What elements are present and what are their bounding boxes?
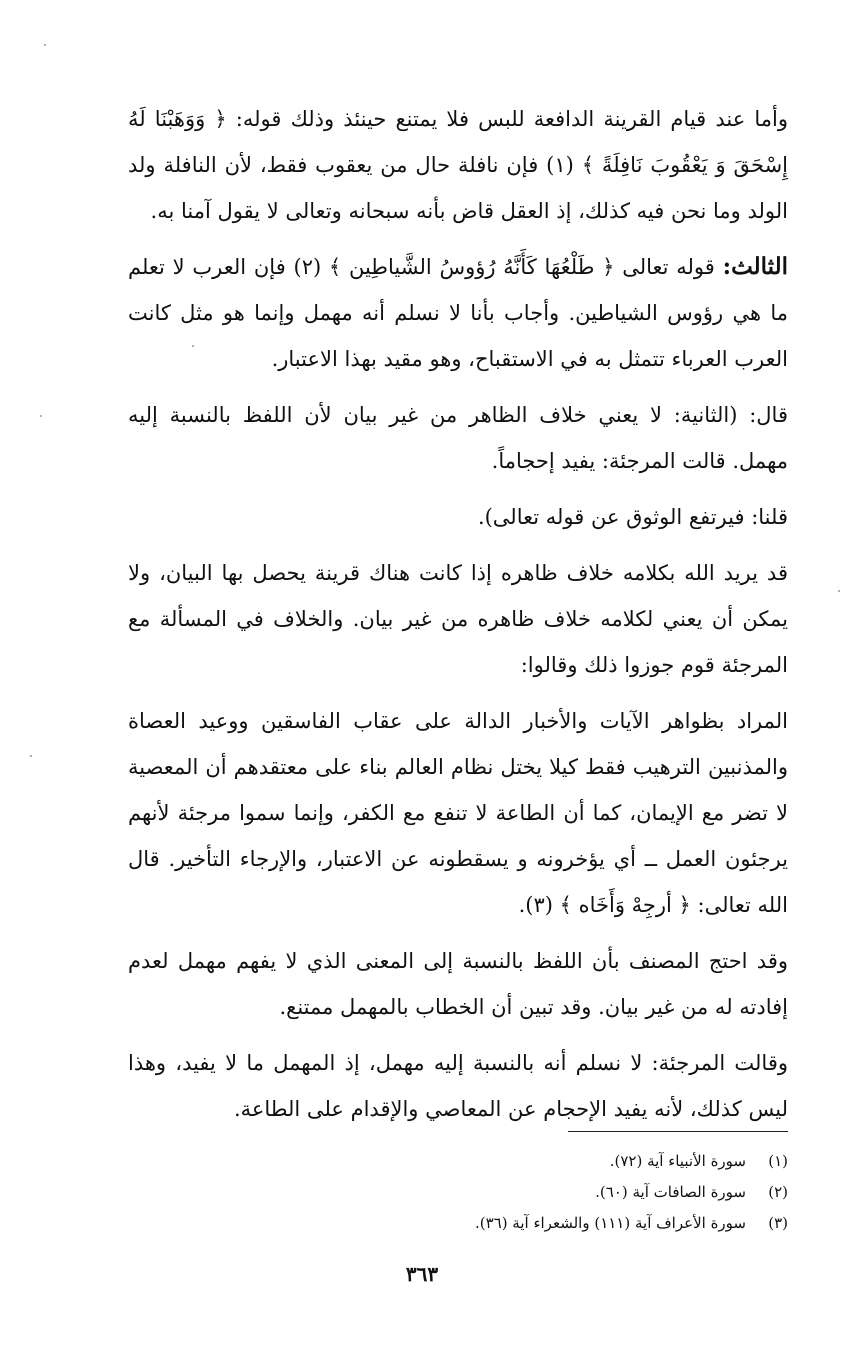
paragraph-5 (128, 550, 788, 688)
footnote-text: سورة الأنبياء آية (٧٢). (609, 1152, 746, 1170)
paragraph-8 (128, 1040, 788, 1132)
paragraph-text: قوله تعالى ﴿ طَلْعُهَا كَأَنَّهُ رُؤوسُ الشَّياطِين ﴾ (٢) فإن العرب لا تعلم ما هي رؤوس الشياطين. وأجاب بأنا لا نسلم أنه مهمل وإنما هو مثل كانت العرب العرباء تتمثل به في الاستقباح، وهو مقيد بهذا الاعتبار. (128, 255, 788, 371)
paragraph-1 (128, 96, 788, 234)
paragraph-text: المراد بظواهر الآيات والأخبار الدالة على عقاب الفاسقين ووعيد العصاة والمذنبين الترهيب فقط كيلا يختل نظام العالم بناء على معتقدهم أن المعصية لا تضر مع الإيمان، كما أن الطاعة لا تنفع مع الكفر، وإنما سموا مرجئة لأنهم يرجئون العمل ــ أي يؤخرونه و يسقطونه عن الاعتبار، والإرجاء التأخير. قال الله تعالى: ﴿ أرجِهْ وَأَخَاه ﴾ (٣). (128, 709, 788, 917)
footnote-number: (٢) (768, 1183, 788, 1201)
scan-speck (838, 590, 840, 592)
paragraph-2 (128, 244, 788, 382)
page-number: ٣٦٣ (405, 1262, 439, 1286)
paragraph-text: قال: (الثانية: لا يعني خلاف الظاهر من غير بيان لأن اللفظ بالنسبة إليه مهمل. قالت المرجئة: يفيد إحجاماً. (128, 403, 788, 473)
paragraph-lead: الثالث: (722, 253, 789, 280)
footnote-3 (128, 1208, 788, 1239)
footnote-1 (128, 1146, 788, 1177)
scan-speck (40, 415, 42, 417)
paragraph-text: قد يريد الله بكلامه خلاف ظاهره إذا كانت هناك قرينة يحصل بها البيان، ولا يمكن أن يعني لكلامه خلاف ظاهره من غير بيان. والخلاف في المسألة مع المرجئة قوم جوزوا ذلك وقالوا: (128, 561, 788, 677)
paragraph-text: قلنا: فيرتفع الوثوق عن قوله تعالى). (477, 505, 788, 529)
scan-speck (44, 44, 46, 46)
footnote-2 (128, 1177, 788, 1208)
paragraph-3 (128, 392, 788, 484)
paragraph-text: وأما عند قيام القرينة الدافعة للبس فلا يمتنع حينئذ وذلك قوله: ﴿ وَوَهَبْنَا لَهُ إِسْحَقَ وَ يَعْقُوبَ نَافِلَةً ﴾ (١) فإن نافلة حال من يعقوب فقط، لأن النافلة ولد الولد وما نحن فيه كذلك، إذ العقل قاض بأنه سبحانه وتعالى لا يقول آمنا به. (128, 107, 788, 223)
main-text (128, 96, 788, 1132)
footnote-number: (٣) (768, 1214, 788, 1232)
footnotes (128, 1146, 788, 1239)
paragraph-4 (128, 494, 788, 540)
paragraph-7 (128, 938, 788, 1030)
footnote-text: سورة الأعراف آية (١١١) والشعراء آية (٣٦). (474, 1214, 746, 1232)
footnote-text: سورة الصافات آية (٦٠). (595, 1183, 746, 1201)
paragraph-6 (128, 698, 788, 928)
footnote-number: (١) (768, 1152, 788, 1170)
footnote-divider (568, 1131, 788, 1132)
paragraph-text: وقد احتج المصنف بأن اللفظ بالنسبة إلى المعنى الذي لا يفهم مهمل لعدم إفادته له من غير بيان. وقد تبين أن الخطاب بالمهمل ممتنع. (128, 949, 788, 1019)
paragraph-text: وقالت المرجئة: لا نسلم أنه بالنسبة إليه مهمل، إذ المهمل ما لا يفيد، وهذا ليس كذلك، لأنه يفيد الإحجام عن المعاصي والإقدام على الطاعة. (128, 1051, 788, 1121)
scan-speck (30, 755, 32, 757)
scan-speck (192, 345, 194, 347)
